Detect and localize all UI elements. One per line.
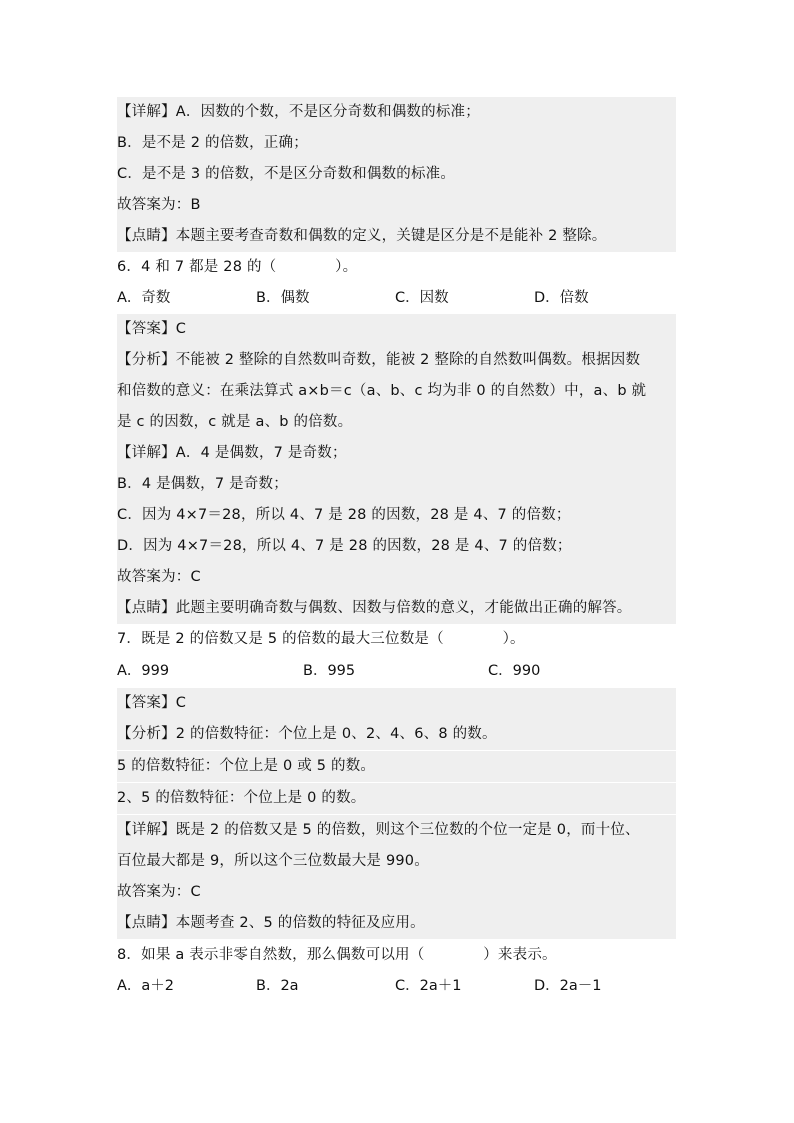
q6-detail-c: C．因为 4×7＝28，所以 4、7 是 28 的因数，28 是 4、7 的倍数；: [117, 500, 676, 531]
q6-analysis-3: 是 c 的因数，c 就是 a、b 的倍数。: [117, 407, 676, 438]
q7-option-a: A．999: [117, 663, 170, 679]
q6-answer: 【答案】C: [117, 314, 676, 345]
q6-option-b: B．偶数: [256, 290, 310, 306]
q6-detail-a: 【详解】A．4 是偶数，7 是奇数；: [117, 438, 676, 469]
q8-options: [117, 971, 676, 1002]
q6-comment: 【点睛】此题主要明确奇数与偶数、因数与倍数的意义，才能做出正确的解答。: [117, 593, 676, 624]
q6-option-d: D．倍数: [534, 290, 589, 306]
q5-answer-line: 故答案为：B: [117, 190, 676, 221]
q5-comment: 【点睛】本题主要考查奇数和偶数的定义，关键是区分是不是能补 2 整除。: [117, 221, 676, 252]
q7-analysis-1: 【分析】2 的倍数特征：个位上是 0、2、4、6、8 的数。: [117, 719, 676, 750]
q7-comment: 【点睛】本题考查 2、5 的倍数的特征及应用。: [117, 908, 676, 939]
q7-option-b: B．995: [303, 663, 356, 679]
q6-detail-d: D．因为 4×7＝28，所以 4、7 是 28 的因数，28 是 4、7 的倍数；: [117, 531, 676, 562]
q6-stem: 6．4 和 7 都是 28 的（ ）。: [117, 259, 358, 275]
q5-detail-b: B．是不是 2 的倍数，正确；: [117, 128, 676, 159]
q8-stem: 8．如果 a 表示非零自然数，那么偶数可以用（ ）来表示。: [117, 947, 557, 963]
q8-option-d: D．2a－1: [534, 978, 602, 994]
q5-detail: 【详解】A．因数的个数，不是区分奇数和偶数的标准；: [117, 97, 676, 128]
q8-option-c: C．2a＋1: [395, 978, 462, 994]
q7-answer-line: 故答案为：C: [117, 877, 676, 908]
q6-answer-line: 故答案为：C: [117, 562, 676, 593]
q7-options: [117, 656, 676, 687]
q6-option-a: A．奇数: [117, 290, 171, 306]
q6-analysis-2: 和倍数的意义：在乘法算式 a×b＝c（a、b、c 均为非 0 的自然数）中，a、b 就: [117, 376, 676, 407]
q8-option-a: A．a＋2: [117, 978, 175, 994]
q6-option-c: C．因数: [395, 290, 449, 306]
q8-option-b: B．2a: [256, 978, 299, 994]
q7-detail-2: 百位最大都是 9，所以这个三位数最大是 990。: [117, 846, 676, 877]
q6-detail-b: B．4 是偶数，7 是奇数；: [117, 469, 676, 500]
q7-analysis-3: 2、5 的倍数特征：个位上是 0 的数。: [117, 783, 676, 814]
q7-detail-1: 【详解】既是 2 的倍数又是 5 的倍数，则这个三位数的个位一定是 0，而十位、: [117, 815, 676, 846]
q5-detail-c: C．是不是 3 的倍数，不是区分奇数和偶数的标准。: [117, 159, 676, 190]
q7-option-c: C．990: [488, 663, 541, 679]
q6-options: [117, 283, 676, 314]
q7-answer: 【答案】C: [117, 688, 676, 719]
q6-analysis-1: 【分析】不能被 2 整除的自然数叫奇数，能被 2 整除的自然数叫偶数。根据因数: [117, 345, 676, 376]
q7-analysis-2: 5 的倍数特征：个位上是 0 或 5 的数。: [117, 751, 676, 782]
q7-stem: 7．既是 2 的倍数又是 5 的倍数的最大三位数是（ ）。: [117, 631, 525, 647]
